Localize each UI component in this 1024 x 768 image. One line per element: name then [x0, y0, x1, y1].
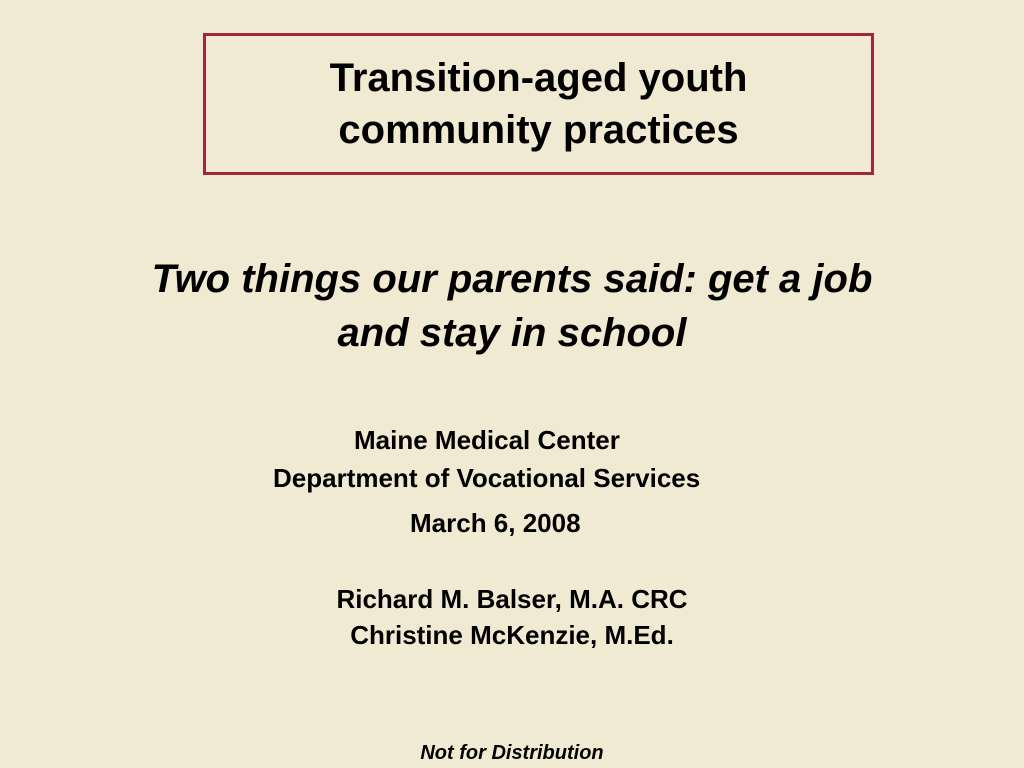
distribution-notice: Not for Distribution [420, 742, 604, 764]
slide-title-line-1: Transition-aged youth [329, 56, 748, 100]
slide-subtitle-line-2: and stay in school [337, 311, 687, 355]
presenter-name-1: Richard M. Balser, M.A. CRC [336, 584, 688, 614]
organization-name: Maine Medical Center [354, 425, 620, 455]
slide-subtitle-line-1: Two things our parents said: get a job [151, 257, 873, 301]
presentation-date: March 6, 2008 [410, 508, 581, 538]
title-box [203, 33, 874, 175]
department-name: Department of Vocational Services [273, 463, 701, 493]
slide-subtitle [0, 252, 1024, 360]
slide-title-line-2: community practices [338, 108, 739, 152]
presenter-name-2: Christine McKenzie, M.Ed. [350, 620, 674, 650]
